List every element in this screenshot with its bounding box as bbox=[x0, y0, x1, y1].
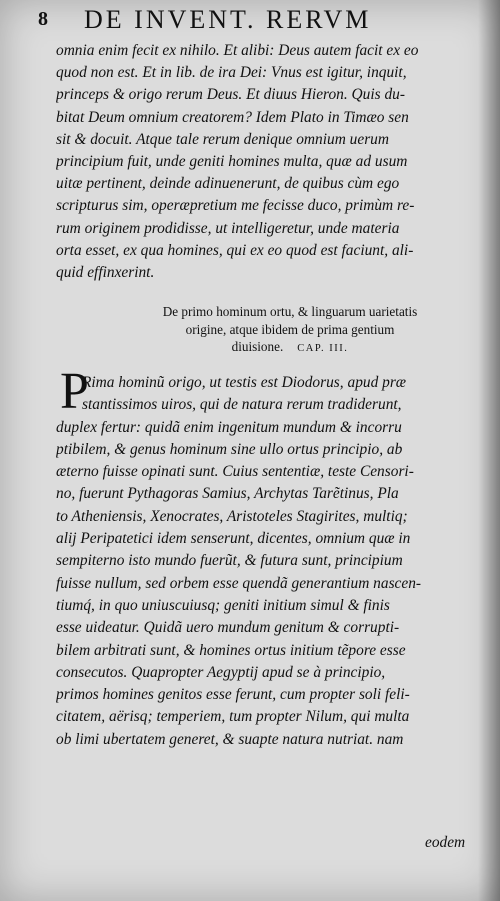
text-line: fuisse nullum, sed orbem esse quendã generantium nascen- bbox=[56, 574, 422, 592]
text-line: uitæ pertinent, deinde adinuenerunt, de quibus cùm ego bbox=[56, 175, 400, 193]
text-line: Rima hominũ origo, ut testis est Diodorus, apud præ bbox=[82, 374, 407, 391]
intro-paragraph bbox=[56, 40, 480, 284]
heading-line: De primo hominum ortu, & linguarum uarietatis bbox=[162, 304, 418, 319]
text-line: sempiterno isto mundo fuerũt, & futura sunt, principium bbox=[56, 552, 403, 570]
text-line: scripturus sim, operæpretium me fecisse duco, primùm re- bbox=[56, 197, 415, 215]
text-line: duplex fertur: quidã enim ingenitum mundum & incorru bbox=[56, 418, 402, 436]
text-line: stantissimos uiros, qui de natura rerum tradiderunt, bbox=[82, 396, 402, 414]
text-line: princeps & origo rerum Deus. Et diuus Hieron. Quis du- bbox=[56, 86, 405, 104]
text-line: orta esset, ex qua homines, qui ex eo quod est faciunt, ali- bbox=[56, 241, 414, 259]
text-line: tiumq́, in quo uniuscuiusq; geniti initium simul & finis bbox=[56, 596, 390, 614]
text-line: esse uideatur. Quidã uero mundum genitum & corrupti- bbox=[56, 619, 400, 637]
text-line: consecutos. Quapropter Aegyptij apud se à principio, bbox=[56, 663, 386, 681]
text-line: sit & docuit. Atque tale rerum denique omnium uerum bbox=[56, 130, 389, 148]
chapter-paragraph bbox=[56, 372, 482, 751]
text-line: citatem, aërisq; temperiem, tum propter Nilum, qui multa bbox=[56, 708, 410, 726]
text-line: no, fuerunt Pythagoras Samius, Archytas Tarẽtinus, Pla bbox=[56, 485, 399, 503]
page-header bbox=[34, 4, 494, 34]
catchword: eodem bbox=[425, 834, 466, 851]
heading-line-text: diuisione. bbox=[231, 339, 284, 354]
text-line: quod non est. Et in lib. de ira Dei: Vnus est igitur, inquit, bbox=[56, 64, 407, 82]
text-line: rum originem prodidisse, ut intelligeretur, unde materia bbox=[56, 219, 400, 237]
text-line: bitat Deum omnium creatorem? Idem Plato in Timæo sen bbox=[56, 108, 409, 126]
text-line: primos homines genitos esse ferunt, cum propter soli feli- bbox=[56, 686, 410, 704]
running-head: DE INVENT. RERVM bbox=[84, 5, 372, 34]
heading-line bbox=[100, 338, 480, 356]
text-line: ptibilem, & genus hominum sine ullo ortus principio, ab bbox=[56, 440, 403, 458]
chapter-heading bbox=[100, 303, 480, 356]
chapter-number: CAP. III. bbox=[297, 343, 349, 354]
text-line: æterno fuisse opinati sunt. Cuius sententiæ, teste Censori- bbox=[56, 463, 414, 481]
text-line: ob limi ubertatem generet, & suapte natura nutriat. nam bbox=[56, 730, 404, 748]
text-line: quid effinxerint. bbox=[56, 263, 155, 281]
text-line: principium fuit, unde geniti homines multa, quæ ad usum bbox=[56, 152, 408, 170]
page-number: 8 bbox=[38, 8, 48, 30]
text-line: alij Peripatetici idem senserunt, dicentes, omnium quæ in bbox=[56, 530, 411, 548]
text-line: bilem arbitrati sunt, & homines ortus initium tẽpore esse bbox=[56, 641, 406, 659]
text-line: to Atheniensis, Xenocrates, Aristoteles Stagirites, multiq; bbox=[56, 507, 408, 525]
text-line: omnia enim fecit ex nihilo. Et alibi: Deus autem facit ex eo bbox=[56, 42, 419, 59]
heading-line: origine, atque ibidem de prima gentium bbox=[185, 321, 395, 337]
drop-cap: P bbox=[60, 363, 89, 420]
